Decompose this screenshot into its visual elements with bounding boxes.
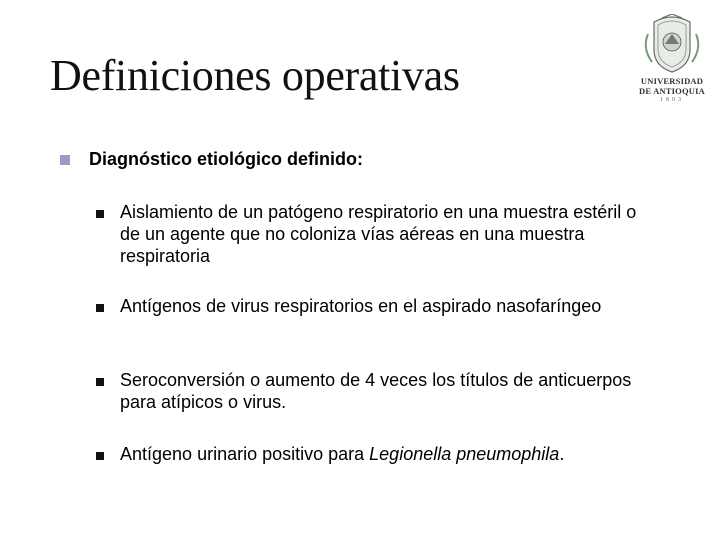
university-logo <box>632 14 712 106</box>
square-bullet-icon <box>96 304 104 312</box>
logo-text-universidad: UNIVERSIDAD <box>640 76 704 86</box>
logo-text-antioquia: DE ANTIOQUIA <box>639 86 705 96</box>
logo-text-year: 1803 <box>660 97 684 103</box>
list-item-text: Aislamiento de un patógeno respiratorio en una muestra estéril o de un agente que no coloniza vías aéreas en una muestra respiratoria <box>120 202 637 266</box>
list-item-text: Antígenos de virus respiratorios en el aspirado nasofaríngeo <box>120 296 602 316</box>
square-bullet-icon <box>96 210 104 218</box>
heading-text: Diagnóstico etiológico definido: <box>89 149 363 169</box>
list-item-text: Seroconversión o aumento de 4 veces los títulos de anticuerpos para atípicos o virus. <box>120 370 632 412</box>
organism-name: Legionella pneumophila <box>369 444 560 464</box>
slide-title: Definiciones operativas <box>50 51 460 100</box>
square-bullet-icon <box>96 452 104 460</box>
list-item-text-end: . <box>559 444 565 464</box>
list-item-text <box>120 443 660 465</box>
seal-icon <box>632 14 712 76</box>
square-bullet-icon <box>96 378 104 386</box>
list-item-text-start: Antígeno urinario positivo para <box>120 444 370 464</box>
square-bullet-icon <box>60 155 70 165</box>
